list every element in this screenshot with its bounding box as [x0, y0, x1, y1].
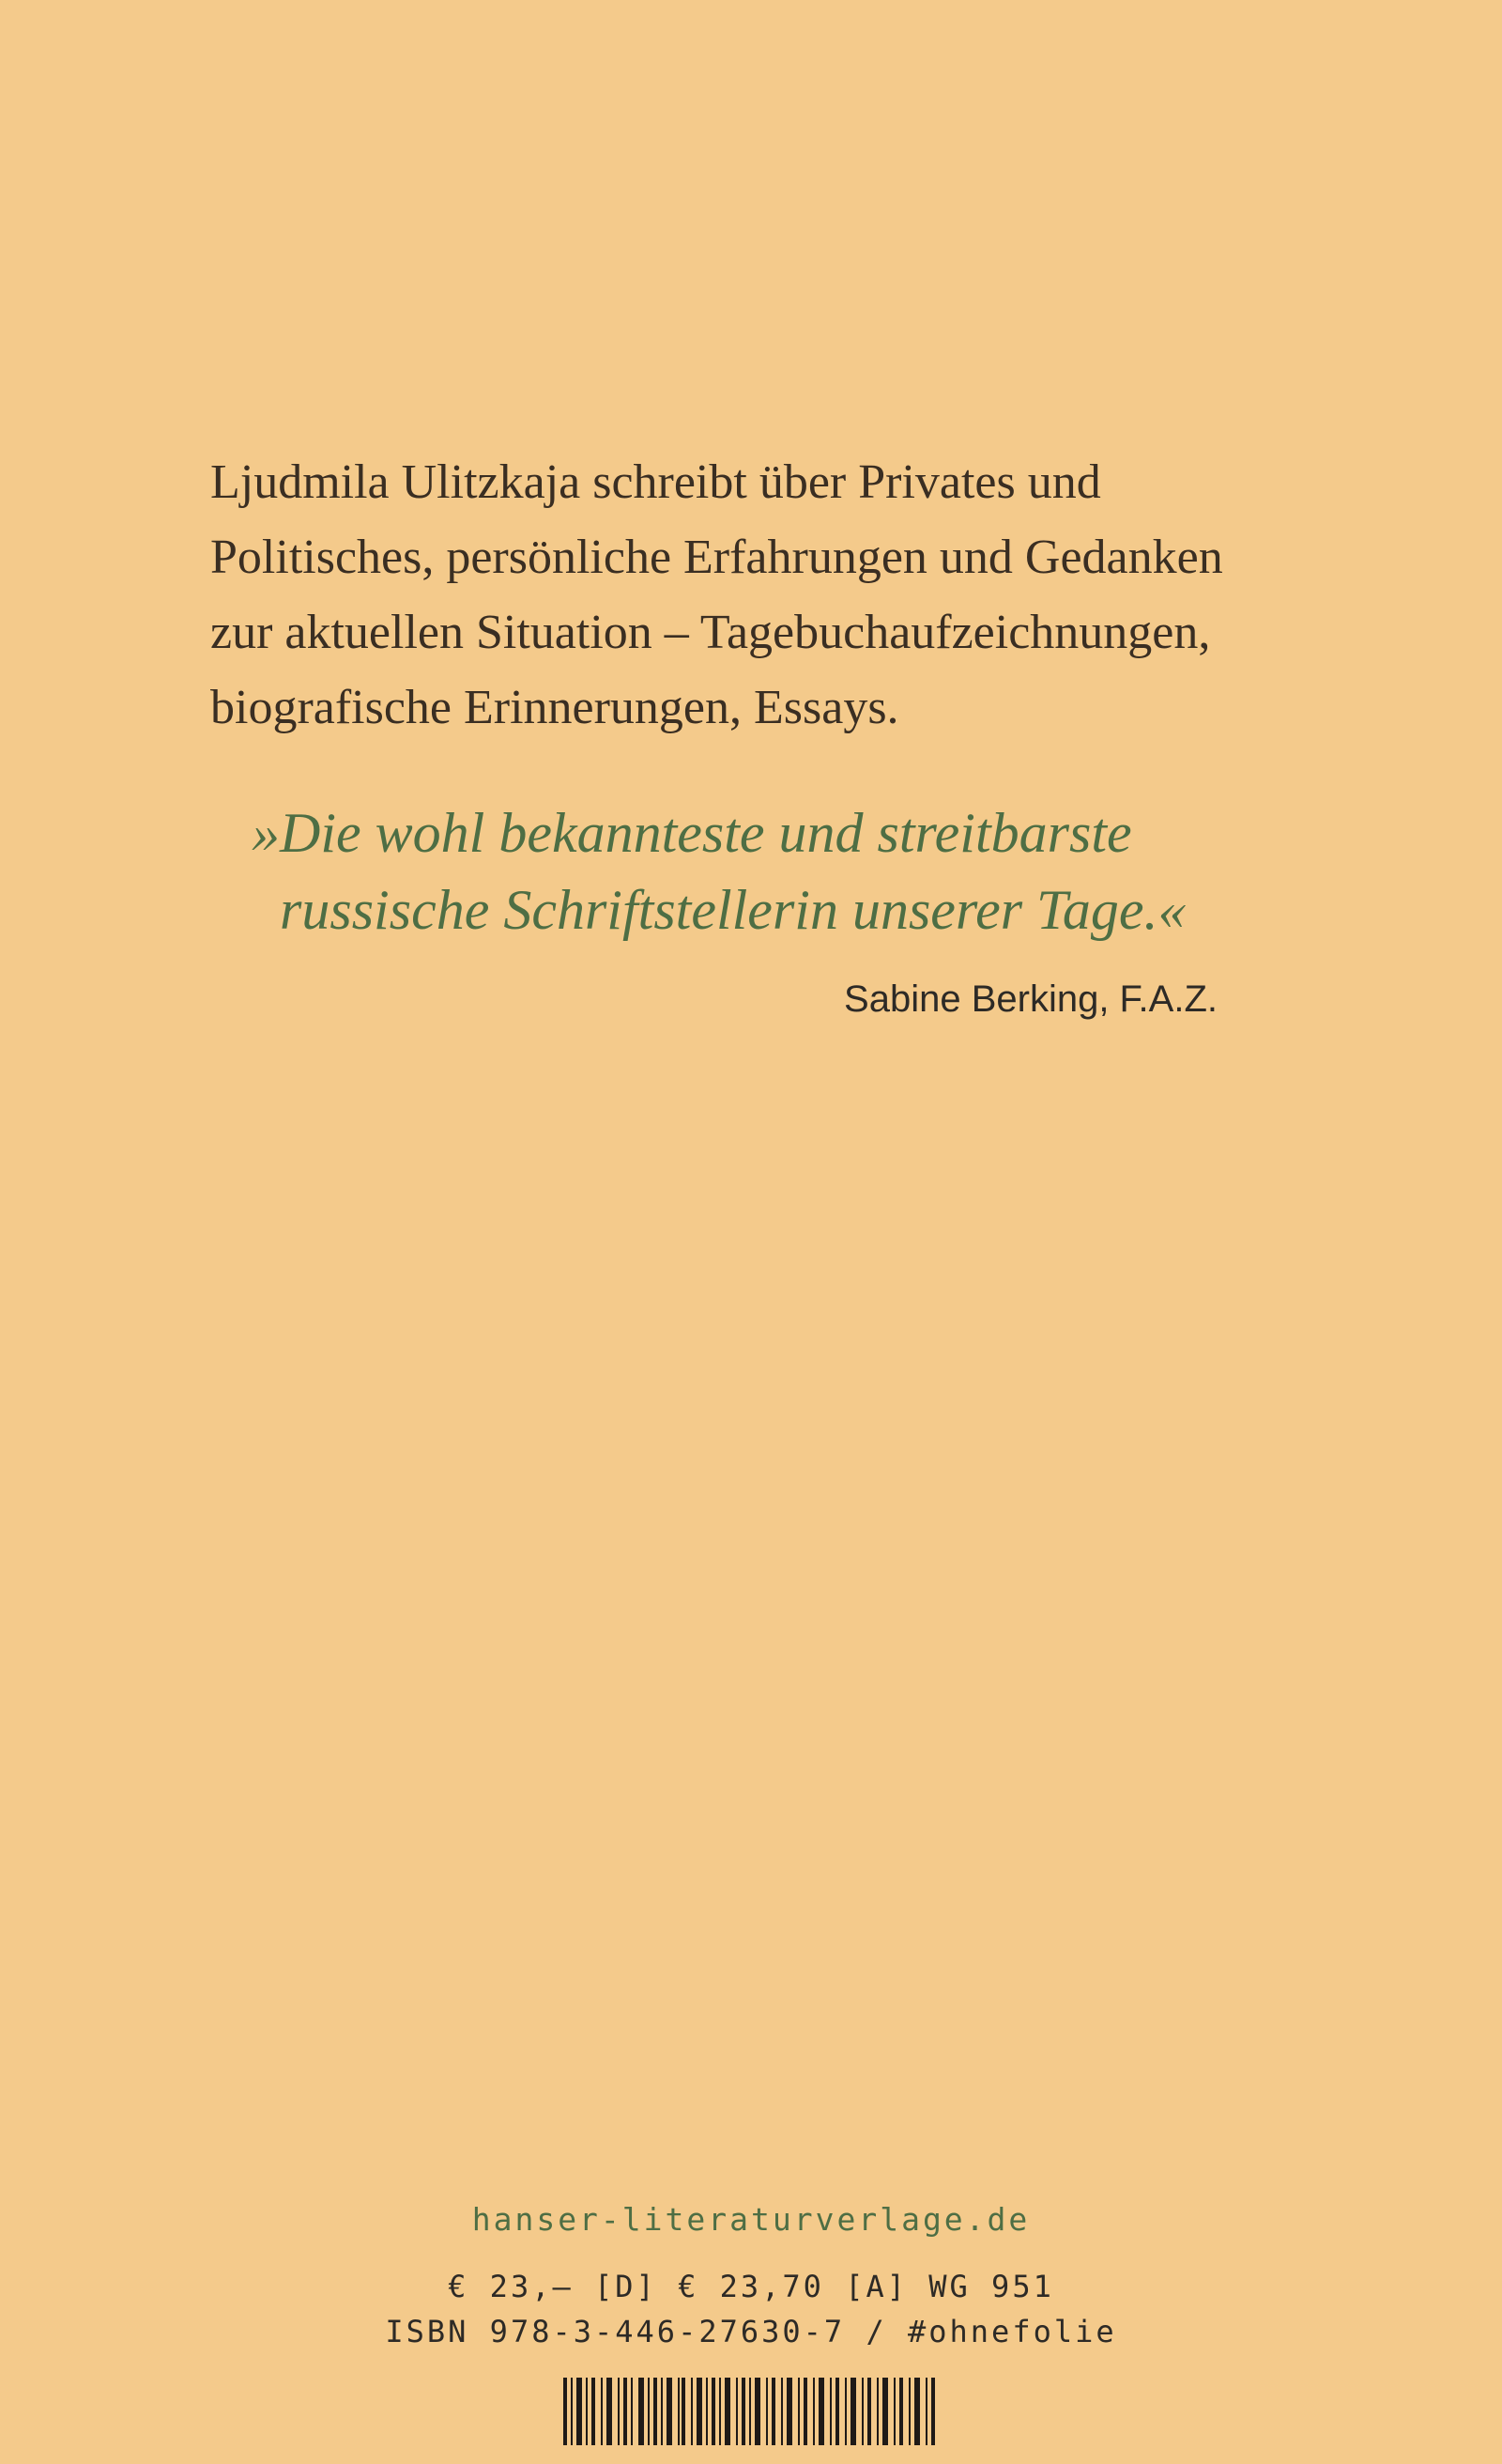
barcode-icon	[563, 2378, 939, 2445]
blurb-line: biografische Erinnerungen, Essays.	[210, 681, 899, 734]
quote-line: »Die wohl bekannteste und streitbarste	[252, 802, 1132, 864]
book-blurb	[210, 445, 1356, 746]
quote-attribution: Sabine Berking, F.A.Z.	[844, 978, 1218, 1020]
publisher-website: hanser-literaturverlage.de	[471, 2201, 1031, 2238]
press-quote	[252, 794, 1284, 948]
price-line: € 23,– [D] € 23,70 [A] WG 951	[448, 2269, 1054, 2304]
quote-line: russische Schriftstellerin unserer Tage.«	[280, 879, 1187, 941]
isbn-line: ISBN 978-3-446-27630-7 / #ohnefolie	[385, 2314, 1117, 2349]
blurb-line: zur aktuellen Situation – Tagebuchaufzeichnungen,	[210, 606, 1211, 659]
blurb-line: Ljudmila Ulitzkaja schreibt über Privates und	[210, 455, 1101, 509]
blurb-line: Politisches, persönliche Erfahrungen und Gedanken	[210, 531, 1223, 584]
